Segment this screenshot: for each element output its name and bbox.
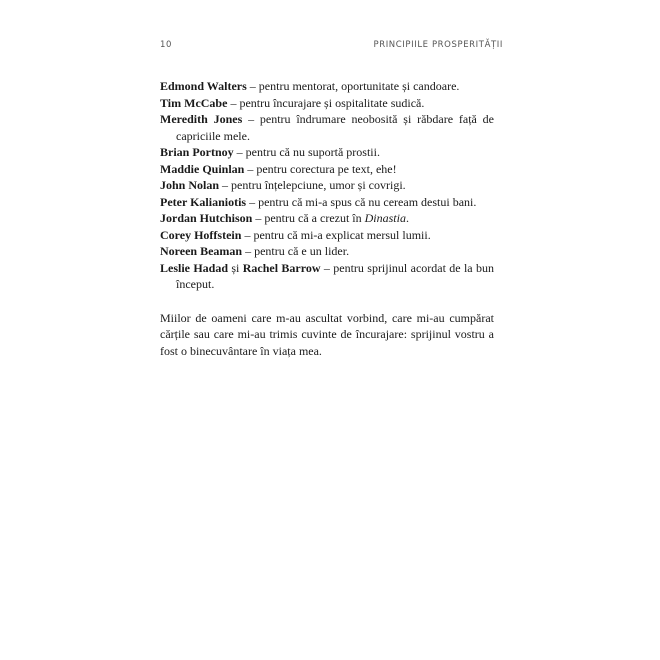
- acknowledgement-text: – pentru sprijinul acordat de la bun început.: [176, 260, 494, 291]
- person-name: Leslie Hadad: [160, 260, 229, 275]
- acknowledgement-text: – pentru îndrumare neobosită și răbdare față de capriciile mele.: [176, 112, 494, 143]
- acknowledgement-item: [160, 227, 494, 244]
- acknowledgement-text: – pentru că nu suportă prostii.: [233, 145, 380, 159]
- acknowledgement-item: [160, 194, 494, 211]
- page-header: [160, 40, 503, 54]
- acknowledgement-item: [160, 243, 494, 260]
- acknowledgement-text: – pentru corectura pe text, ehe!: [244, 161, 397, 176]
- book-title: Dinastia: [364, 211, 406, 225]
- page-number: 10: [160, 40, 173, 50]
- acknowledgement-text: – pentru că mi-a explicat mersul lumii.: [241, 227, 431, 242]
- person-name: John Nolan: [160, 178, 220, 192]
- acknowledgement-item: [160, 111, 494, 144]
- acknowledgements-list: [160, 78, 494, 293]
- person-name: Corey Hoffstein: [160, 227, 242, 242]
- acknowledgement-text: – pentru că a crezut în: [252, 211, 365, 225]
- person-name: Jordan Hutchison: [160, 211, 253, 225]
- acknowledgement-text-end: .: [405, 211, 409, 225]
- person-name: Rachel Barrow: [242, 260, 321, 275]
- acknowledgement-item: [160, 260, 494, 293]
- acknowledgement-item: [160, 161, 494, 178]
- acknowledgement-item: [160, 95, 494, 112]
- acknowledgement-text: – pentru încurajare și ospitalitate sudică.: [227, 95, 425, 110]
- name-joiner: și: [228, 260, 243, 275]
- acknowledgement-item: [160, 144, 494, 161]
- person-name: Tim McCabe: [160, 95, 228, 110]
- person-name: Peter Kalianiotis: [160, 194, 247, 209]
- acknowledgement-text: – pentru că mi-a spus că nu ceream destui bani.: [246, 194, 477, 209]
- acknowledgement-text: – pentru mentorat, oportunitate și candoare.: [246, 79, 460, 93]
- person-name: Noreen Beaman: [160, 244, 243, 258]
- acknowledgement-text: – pentru că e un lider.: [242, 244, 350, 258]
- acknowledgement-item: [160, 177, 494, 194]
- person-name: Edmond Walters: [160, 79, 247, 93]
- person-name: Brian Portnoy: [160, 145, 234, 159]
- acknowledgement-text: – pentru înțelepciune, umor și covrigi.: [219, 178, 406, 192]
- acknowledgement-item: [160, 210, 494, 227]
- page-body: [160, 78, 494, 359]
- running-head: PRINCIPIILE PROSPERITĂȚII: [373, 40, 503, 50]
- person-name: Maddie Quinlan: [160, 161, 245, 176]
- acknowledgement-item: [160, 78, 494, 95]
- person-name: Meredith Jones: [160, 112, 243, 126]
- closing-paragraph: Miilor de oameni care m-au ascultat vorbind, care mi-au cumpărat cărțile sau care mi-au trimis cuvinte de încurajare: sprijinul vostru a fost o binecuvântare în viața mea.: [160, 310, 494, 358]
